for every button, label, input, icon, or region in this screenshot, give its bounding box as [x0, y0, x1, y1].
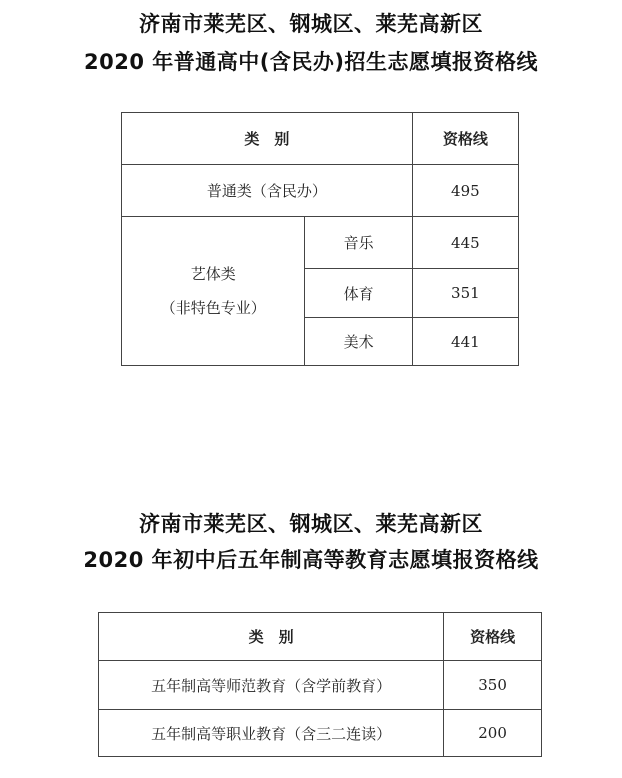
table-row	[99, 661, 542, 710]
arts-group-label: 艺体类	[190, 265, 236, 283]
arts-group-cell	[122, 217, 305, 366]
category-cell: 普通类（含民办）	[122, 165, 413, 217]
score-cell: 445	[412, 217, 518, 269]
header-category: 类 别	[122, 113, 413, 165]
section2-title-line1: 济南市莱芜区、钢城区、莱芜高新区	[139, 512, 483, 536]
score-cell: 200	[444, 710, 542, 757]
score-cell: 495	[412, 165, 518, 217]
arts-group-note: （非特色专业）	[160, 299, 266, 317]
section1-table	[121, 112, 519, 366]
table-header-row	[99, 613, 542, 661]
section1-title-line2: 2020 年普通高中(含民办)招生志愿填报资格线	[84, 50, 538, 74]
table-row	[122, 165, 519, 217]
sub-category-cell: 美术	[305, 318, 412, 366]
sub-category-cell: 音乐	[305, 217, 412, 269]
header-category: 类 别	[99, 613, 444, 661]
section1-title-line1: 济南市莱芜区、钢城区、莱芜高新区	[139, 12, 483, 36]
header-score: 资格线	[444, 613, 542, 661]
score-cell: 351	[412, 269, 518, 318]
section2-title-line2: 2020 年初中后五年制高等教育志愿填报资格线	[83, 548, 539, 572]
category-cell: 五年制高等师范教育（含学前教育）	[99, 661, 444, 710]
sub-category-cell: 体育	[305, 269, 412, 318]
header-score: 资格线	[412, 113, 518, 165]
table-row	[99, 710, 542, 757]
section2-table	[98, 612, 542, 757]
table-row	[122, 217, 519, 269]
table-header-row	[122, 113, 519, 165]
category-cell: 五年制高等职业教育（含三二连读）	[99, 710, 444, 757]
score-cell: 350	[444, 661, 542, 710]
score-cell: 441	[412, 318, 518, 366]
